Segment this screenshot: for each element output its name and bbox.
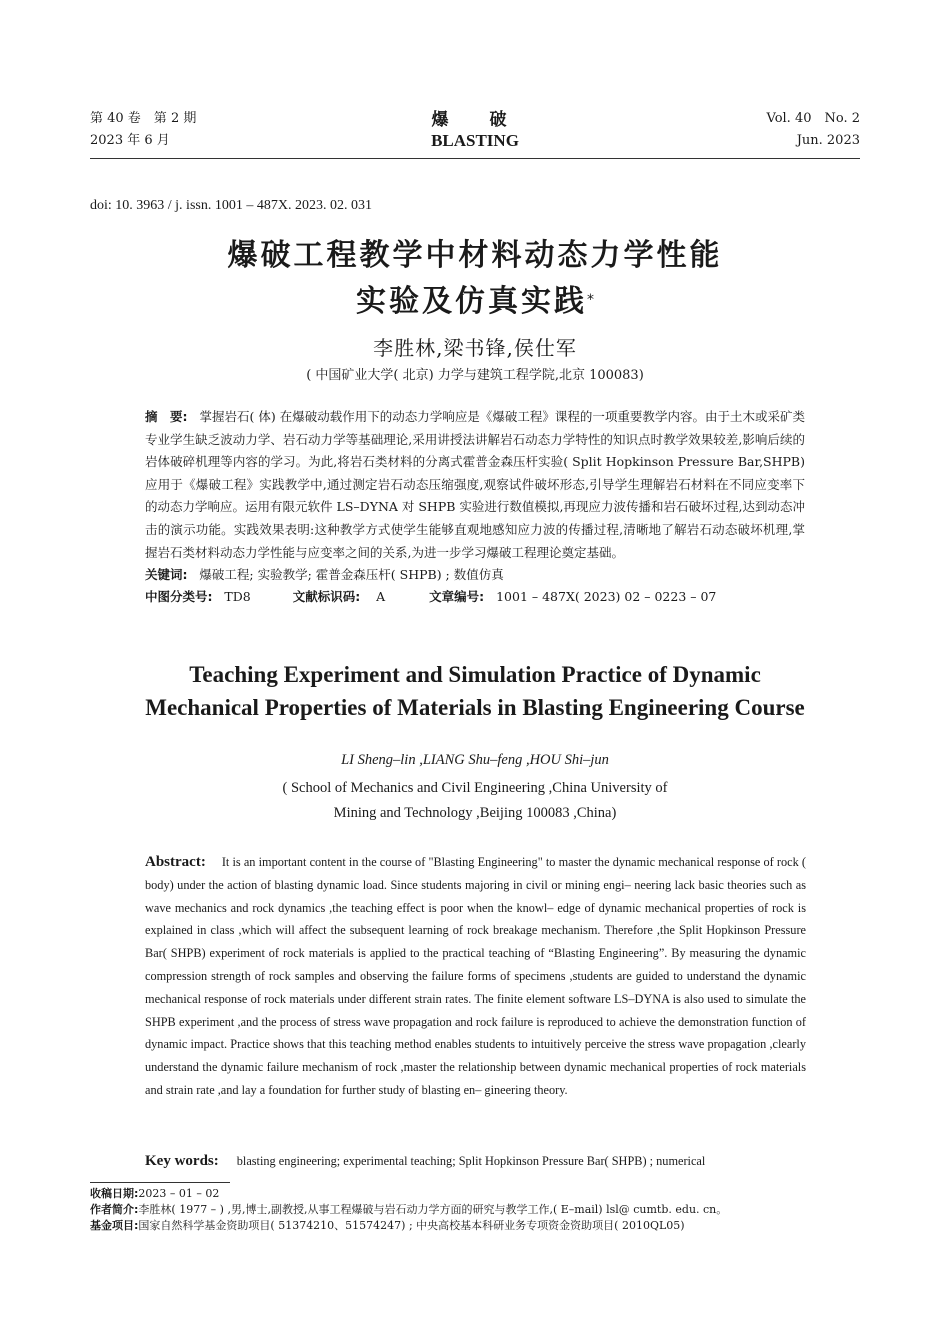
footnote-received [90,1186,860,1202]
affiliation-en-line1: ( School of Mechanics and Civil Engineering ,China University of [282,780,668,796]
title-footnote-mark: * [587,292,594,308]
title-en-line2: Mechanical Properties of Materials in Blasting Engineering Course [145,695,805,720]
authors-en: LI Sheng–lin ,LIANG Shu–feng ,HOU Shi–jun [341,752,609,768]
abstract-cn-label: 摘 要: [145,409,188,424]
footnote-author [90,1202,860,1218]
authors-cn: 李胜林,梁书锋,侯仕军 [373,336,577,360]
footnote-fund [90,1218,860,1234]
clc-value: TD8 [224,589,251,605]
title-cn-line2-wrap [0,280,950,324]
doc-code-value: A [376,589,386,605]
keywords-en-text: blasting engineering; experimental teaching; Split Hopkinson Pressure Bar( SHPB) ; numerical [236,1154,706,1168]
abstract-cn [145,406,805,608]
affiliation-cn: ( 中国矿业大学( 北京) 力学与建筑工程学院,北京 100083) [306,368,644,383]
header-right [767,108,861,152]
volume-cn: 第 40 卷 第 2 期 [90,111,197,126]
title-cn-line2: 实验及仿真实践 [356,284,587,319]
article-no-value: 1001 – 487X( 2023) 02 – 0223 – 07 [496,589,717,605]
keywords-en-label: Key words: [145,1153,219,1169]
doi: doi: 10. 3963 / j. issn. 1001 – 487X. 2023. 02. 031 [90,198,372,213]
journal-name-en: BLASTING [431,131,519,150]
abstract-en-label: Abstract: [145,854,206,870]
author-bio-label: 作者简介: [90,1203,139,1216]
article-no-label: 文章编号: [429,589,485,605]
doc-code-label: 文献标识码: [292,589,361,605]
classification-row [145,586,805,608]
received-value: 2023 – 01 – 02 [138,1187,220,1200]
footnote-rule [90,1182,230,1183]
header-rule [90,158,860,159]
abstract-cn-body [145,406,805,564]
fund-value: 国家自然科学基金资助项目( 51374210、51574247) ; 中央高校基本科研业务专项资金资助项目( 2010QL05) [138,1219,685,1232]
date-cn: 2023 年 6 月 [90,133,170,148]
date-en: Jun. 2023 [796,133,860,148]
affiliation-en [0,776,950,826]
author-bio-value: 李胜林( 1977 – ) ,男,博士,副教授,从事工程爆破与岩石动力学方面的研究与教学工作,( E–mail) lsl@ cumtb. edu. cn。 [138,1203,728,1216]
title-en-line1: Teaching Experiment and Simulation Practice of Dynamic [189,662,761,687]
abstract-en [145,851,806,1102]
volume-en: Vol. 40 No. 2 [766,111,860,126]
received-label: 收稿日期: [90,1187,139,1200]
keywords-en [145,1150,806,1172]
affiliation-en-line2: Mining and Technology ,Beijing 100083 ,China) [333,805,617,821]
abstract-cn-text: 掌握岩石( 体) 在爆破动载作用下的动态力学响应是《爆破工程》课程的一项重要教学内容。由于土木或采矿类专业学生缺乏波动力学、岩石动力学等基础理论,采用讲授法讲解岩石动态力学特性的知识点时教学效果较差,影响后续的岩体破碎机理等内容的学习。为此,将岩石类材料的分离式霍普金森压杆实验( Split Hopkinson Pressure Bar,SHPB) 应用于《爆破工程》实践教学中,通过测定岩石动态压缩强度,观察试件破坏形态,引导学生理解岩石材料在不同应变率下的动态力学响应。运用有限元软件 LS–DYNA 对 SHPB 实验进行数值模拟,再现应力波传播和岩石破坏过程,达到动态冲击的演示功能。实践效果表明:这种教学方式使学生能够直观地感知应力波的传播过程,清晰地了解岩石动态破坏机理,掌握岩石类材料动态力学性能与应变率之间的关系,为进一步学习爆破工程理论奠定基础。 [145,409,806,560]
clc-label: 中图分类号: [145,589,213,605]
abstract-en-text: It is an important content in the course of "Blasting Engineering" to master the dynamic mechanical response of rock ( body) under the action of blasting dynamic load. Since students majoring in civil or mining engi– neering lack basic theories such as wave mechanics and rock dynamics ,the teaching effect is poor when the knowl– edge of dynamic mechanical properties of rock is explained in class ,which will affect the subsequent learning of rock breakage mechanism. Therefore ,the Split Hopkinson Pressure Bar( SHPB) experiment of rock materials is applied to the practical teaching of “Blasting Engineering”. By measuring the dynamic compression strength of rock samples and observing the failure forms of specimens ,students are guided to understand the dynamic mechanical response of rock materials under different strain rates. The finite element software LS–DYNA is also used to simulate the SHPB experiment ,and the process of stress wave propagation and rock failure is reproduced to achieve the demonstration function of dynamic impact. Practice shows that this teaching method enables students to intuitively perceive the stress wave propagation ,clearly understand the dynamic failure mechanism of rock ,master the relationship between dynamic mechanical properties of rock materials and strain rate ,and lay a foundation for further study of blasting en– gineering theory. [145,855,806,1097]
journal-name-cn: 爆 破 [431,110,519,130]
keywords-cn-text: 爆破工程; 实验教学; 霍普金森压杆( SHPB) ; 数值仿真 [199,567,504,583]
title-cn-line1: 爆破工程教学中材料动态力学性能 [227,238,723,273]
footnotes [90,1186,860,1234]
keywords-cn [145,564,805,586]
keywords-cn-label: 关键词: [145,567,188,583]
fund-label: 基金项目: [90,1219,139,1232]
